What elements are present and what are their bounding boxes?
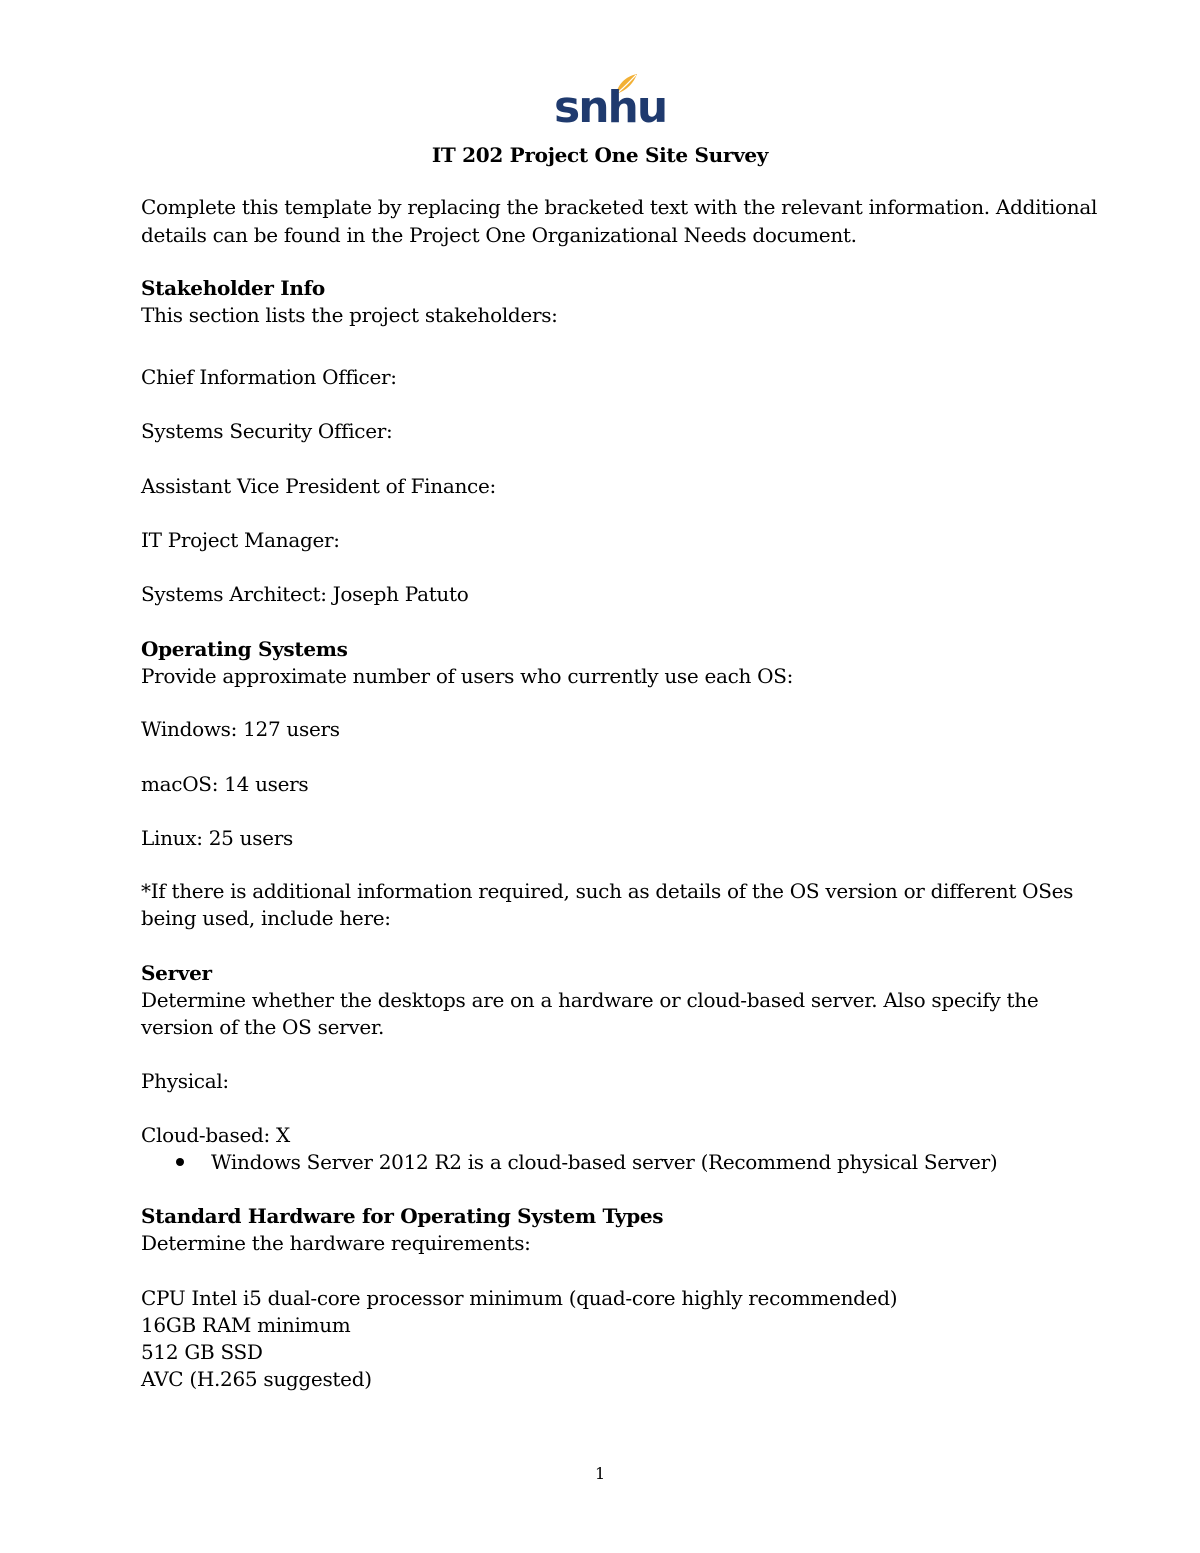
stakeholder-description: This section lists the project stakeholders: — [141, 303, 558, 327]
stakeholder-security-officer: Systems Security Officer: — [141, 419, 393, 443]
os-note-line-2: being used, include here: — [141, 906, 391, 930]
os-description: Provide approximate number of users who currently use each OS: — [141, 664, 794, 688]
os-macos: macOS: 14 users — [141, 772, 309, 796]
hardware-cpu: CPU Intel i5 dual-core processor minimum (quad-core highly recommended) — [141, 1286, 898, 1310]
stakeholder-project-manager: IT Project Manager: — [141, 528, 340, 552]
logo-text: snhu — [554, 82, 667, 133]
snhu-logo — [554, 72, 667, 133]
bullet-icon — [176, 1158, 184, 1166]
stakeholder-systems-architect: Systems Architect: Joseph Patuto — [141, 582, 469, 606]
stakeholder-heading: Stakeholder Info — [141, 276, 325, 300]
hardware-ram: 16GB RAM minimum — [141, 1313, 351, 1337]
server-bullet-text: Windows Server 2012 R2 is a cloud-based server (Recommend physical Server) — [211, 1150, 998, 1174]
os-windows: Windows: 127 users — [141, 717, 340, 741]
hardware-codec: AVC (H.265 suggested) — [141, 1367, 372, 1391]
server-description-line-2: version of the OS server. — [141, 1015, 385, 1039]
hardware-description: Determine the hardware requirements: — [141, 1231, 531, 1255]
page-number: 1 — [595, 1464, 605, 1483]
page-title: IT 202 Project One Site Survey — [431, 143, 769, 167]
hardware-heading: Standard Hardware for Operating System Types — [141, 1204, 664, 1228]
server-cloud: Cloud-based: X — [141, 1123, 290, 1147]
server-heading: Server — [141, 961, 212, 985]
server-physical: Physical: — [141, 1069, 229, 1093]
stakeholder-cio: Chief Information Officer: — [141, 365, 397, 389]
hardware-storage: 512 GB SSD — [141, 1340, 263, 1364]
intro-line-1: Complete this template by replacing the bracketed text with the relevant information. Additional — [141, 195, 1098, 219]
os-note-line-1: *If there is additional information required, such as details of the OS version or different OSes — [141, 879, 1074, 903]
os-linux: Linux: 25 users — [141, 826, 293, 850]
intro-line-2: details can be found in the Project One Organizational Needs document. — [141, 223, 857, 247]
server-description-line-1: Determine whether the desktops are on a hardware or cloud-based server. Also specify the — [141, 988, 1039, 1012]
stakeholder-vp-finance: Assistant Vice President of Finance: — [141, 474, 496, 498]
os-heading: Operating Systems — [141, 637, 348, 661]
